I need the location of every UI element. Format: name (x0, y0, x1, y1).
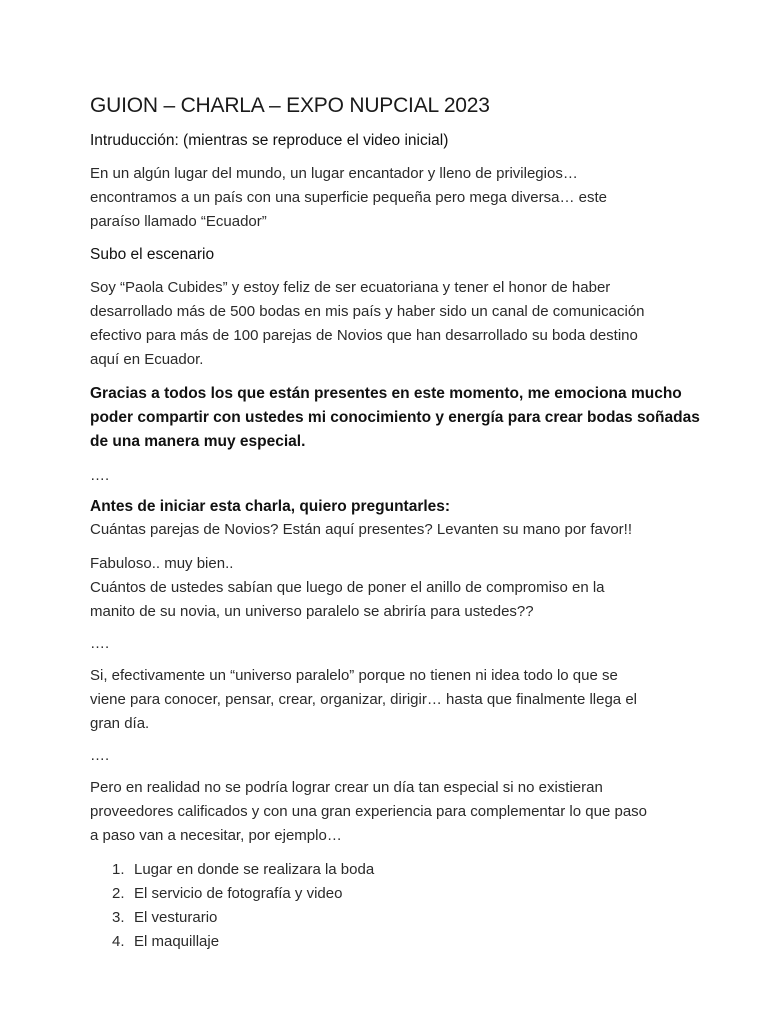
intro-line: En un algún lugar del mundo, un lugar encantador y lleno de privilegios… (90, 165, 578, 182)
stage-line: efectivo para más de 100 parejas de Novios que han desarrollado su boda destino (90, 327, 638, 344)
intro-heading: Intruducción: (mientras se reproduce el video inicial) (90, 132, 449, 149)
ellipsis-separator: …. (90, 467, 110, 484)
fabulous-line: Cuántos de ustedes sabían que luego de poner el anillo de compromiso en la (90, 579, 605, 596)
stage-paragraph (90, 276, 700, 372)
stage-line: Soy “Paola Cubides” y estoy feliz de ser ecuatoriana y tener el honor de haber (90, 279, 611, 296)
document-page (90, 92, 700, 954)
document-title: GUION – CHARLA – EXPO NUPCIAL 2023 (90, 94, 490, 117)
providers-list (112, 858, 700, 954)
list-text: El vesturario (134, 909, 218, 926)
ellipsis-separator: …. (90, 635, 110, 652)
intro-line: encontramos a un país con una superficie pequeña pero mega diversa… este (90, 189, 607, 206)
thanks-paragraph (90, 382, 700, 454)
intro-paragraph (90, 162, 700, 234)
question-heading: Antes de iniciar esta charla, quiero preguntarles: (90, 498, 451, 515)
thanks-line: poder compartir con ustedes mi conocimiento y energía para crear bodas soñadas (90, 409, 700, 426)
list-item (112, 858, 700, 882)
universe-line: viene para conocer, pensar, crear, organizar, dirigir… hasta que finalmente llega el (90, 691, 637, 708)
list-number: 3. (112, 909, 125, 926)
stage-line: aquí en Ecuador. (90, 351, 204, 368)
ellipsis-separator: …. (90, 747, 110, 764)
providers-paragraph (90, 776, 700, 848)
list-item (112, 882, 700, 906)
stage-line: desarrollado más de 500 bodas en mis país y haber sido un canal de comunicación (90, 303, 645, 320)
question-paragraph: Cuántas parejas de Novios? Están aquí presentes? Levanten su mano por favor!! (90, 521, 632, 538)
universe-line: gran día. (90, 715, 150, 732)
list-number: 4. (112, 933, 125, 950)
fabulous-line: manito de su novia, un universo paralelo se abriría para ustedes?? (90, 603, 534, 620)
universe-paragraph (90, 664, 700, 736)
providers-line: Pero en realidad no se podría lograr crear un día tan especial si no existieran (90, 779, 603, 796)
list-text: Lugar en donde se realizara la boda (134, 861, 375, 878)
list-number: 1. (112, 861, 125, 878)
list-text: El maquillaje (134, 933, 220, 950)
universe-line: Si, efectivamente un “universo paralelo” porque no tienen ni idea todo lo que se (90, 667, 618, 684)
intro-line: paraíso llamado “Ecuador” (90, 213, 267, 230)
list-text: El servicio de fotografía y video (134, 885, 343, 902)
fabulous-paragraph (90, 552, 700, 624)
thanks-line: de una manera muy especial. (90, 433, 306, 450)
providers-line: proveedores calificados y con una gran experiencia para complementar lo que paso (90, 803, 647, 820)
providers-line: a paso van a necesitar, por ejemplo… (90, 827, 342, 844)
list-item (112, 930, 700, 954)
fabulous-line: Fabuloso.. muy bien.. (90, 555, 234, 572)
list-number: 2. (112, 885, 125, 902)
stage-heading: Subo el escenario (90, 246, 215, 263)
list-item (112, 906, 700, 930)
thanks-line: Gracias a todos los que están presentes en este momento, me emociona mucho (90, 385, 682, 402)
